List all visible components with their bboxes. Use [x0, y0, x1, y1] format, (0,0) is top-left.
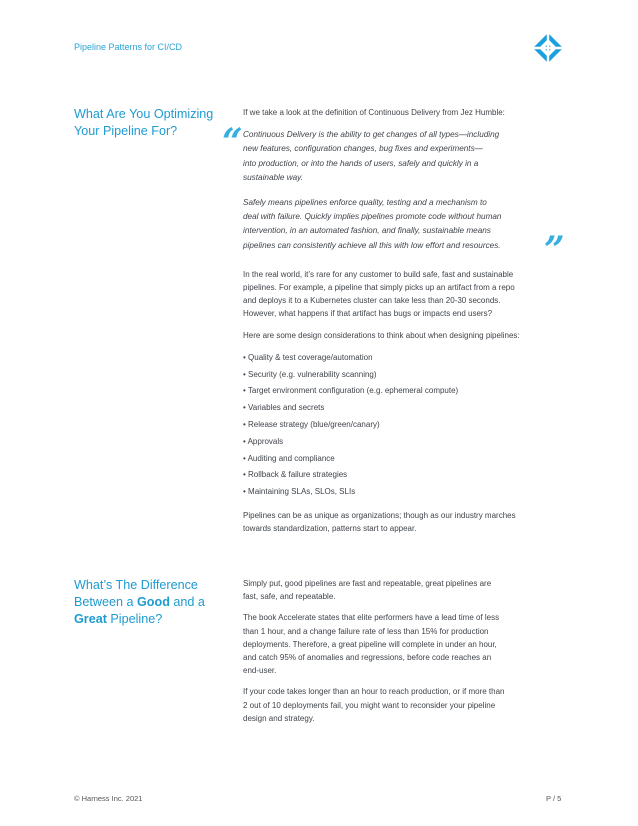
- considerations-list: [243, 350, 553, 501]
- paragraph-accelerate: The book Accelerate states that elite performers have a lead time of less than 1 hour, and a change failure rate of less than 15% for production deployments. Therefore, a great pipeline will complete in under an hour, and catch 95% of anomalies and regressions, before code reaches an end-user.: [243, 613, 500, 676]
- close-quote-icon: ”: [544, 229, 565, 271]
- paragraph-simply-put: Simply put, good pipelines are fast and repeatable, great pipelines are fast, safe, and repeatable.: [243, 579, 492, 602]
- footer-page-number: P / 5: [546, 794, 562, 803]
- list-item: • Approvals: [243, 436, 284, 446]
- quote-paragraph-1: Continuous Delivery is the ability to get changes of all types—including new features, configuration changes, bug fixes and experiments— into production, or into the hands of users, safely and quickly in a sustainable way.: [243, 130, 500, 182]
- list-item: • Security (e.g. vulnerability scanning): [243, 369, 377, 379]
- paragraph-reconsider: If your code takes longer than an hour to reach production, or if more than 2 out of 10 deployments fail, you might want to reconsider your pipeline design and strategy.: [243, 687, 505, 723]
- footer-copyright: © Harness Inc. 2021: [74, 794, 143, 803]
- list-item: • Rollback & failure strategies: [243, 470, 348, 480]
- section-body: [243, 106, 553, 535]
- quote-paragraph-2: Safely means pipelines enforce quality, testing and a mechanism to deal with failure. Quickly implies pipelines promote code without human intervention, in an automated fashion, and finally, sustainable means pipelines can consistently achieve all this with low effort and resources.: [243, 198, 502, 250]
- section-heading: What Are You Optimizing Your Pipeline For?: [74, 107, 214, 138]
- open-quote-icon: “: [222, 121, 243, 163]
- header-title: Pipeline Patterns for CI/CD: [74, 42, 183, 52]
- paragraph-considerations: Here are some design considerations to think about when designing pipelines:: [243, 330, 520, 340]
- section-heading: What’s The Difference Between a Good and a Great Pipeline?: [74, 578, 205, 626]
- list-item: • Variables and secrets: [243, 403, 325, 413]
- list-item: • Maintaining SLAs, SLOs, SLIs: [243, 487, 356, 497]
- intro-text: If we take a look at the definition of Continuous Delivery from Jez Humble:: [243, 108, 505, 117]
- list-item: • Target environment configuration (e.g. ephemeral compute): [243, 386, 459, 396]
- paragraph-unique: Pipelines can be as unique as organizations; though as our industry marches towards standardization, patterns start to appear.: [243, 511, 516, 534]
- list-item: • Auditing and compliance: [243, 453, 335, 463]
- harness-diamond-logo-icon: [532, 32, 564, 64]
- list-item: • Quality & test coverage/automation: [243, 352, 373, 362]
- section-body: [243, 577, 553, 725]
- paragraph-real-world: In the real world, it’s rare for any customer to build safe, fast and sustainable pipelines. For example, a pipeline that simply picks up an artifact from a repo and deploys it to a Kubernetes cluster can take less than 20-30 seconds. However, what happens if that artifact has bugs or impacts end users?: [243, 269, 515, 319]
- list-item: • Release strategy (blue/green/canary): [243, 420, 380, 430]
